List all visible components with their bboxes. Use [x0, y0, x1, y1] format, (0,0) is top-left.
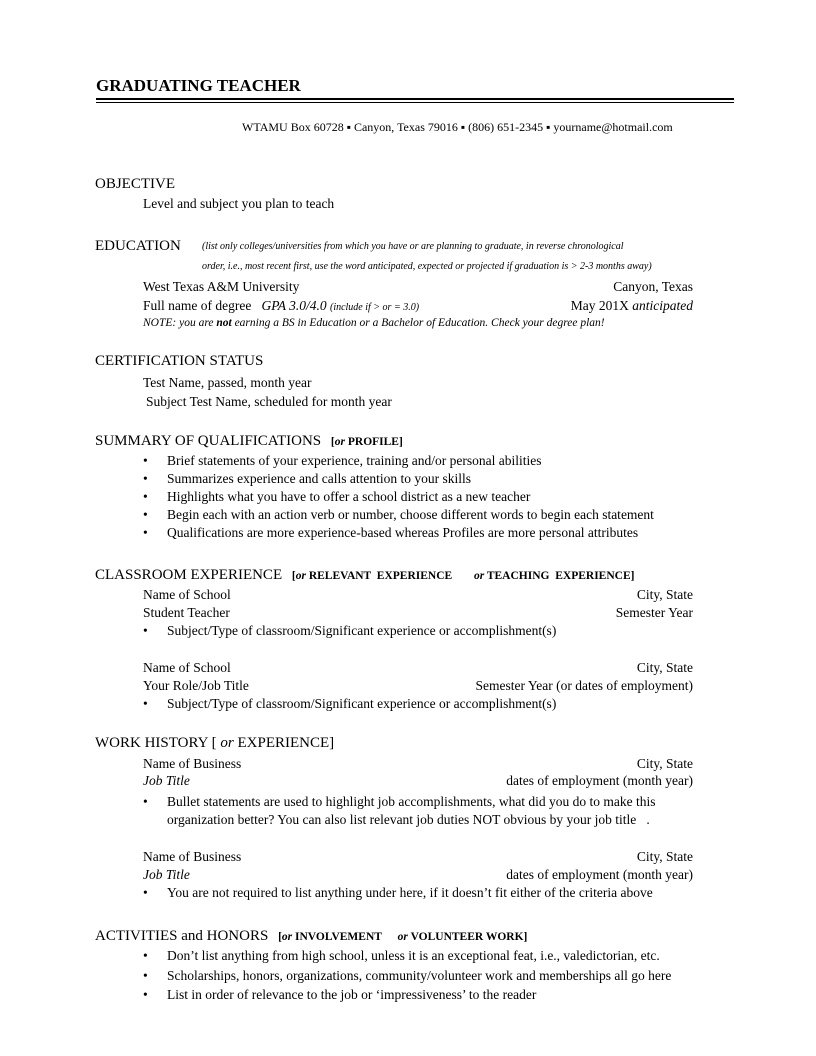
education-date-line: [571, 298, 693, 314]
activities-bullet-3: List in order of relevance to the job or ‘impressiveness’ to the reader: [167, 987, 537, 1002]
education-warning-pre: NOTE: you are: [143, 317, 217, 329]
education-heading: EDUCATION: [95, 238, 181, 254]
classroom-2-location: City, State: [636, 660, 693, 675]
summary-bullet-4: Begin each with an action verb or number, choose different words to begin each statement: [167, 507, 654, 522]
summary-heading: SUMMARY OF QUALIFICATIONS: [95, 433, 322, 449]
title-rule-thin: [96, 102, 734, 103]
work-1-bullet-line2: organization better? You can also list relevant job duties NOT obvious by your job title .: [167, 812, 650, 827]
activities-bullet-2: Scholarships, honors, organizations, community/volunteer work and memberships all go here: [167, 968, 672, 983]
page-title: GRADUATING TEACHER: [96, 76, 301, 95]
classroom-2-dates: Semester Year (or dates of employment): [475, 678, 693, 693]
education-note-line1: (list only colleges/universities from which you have or are planning to graduate, in reverse chronological: [202, 241, 624, 252]
title-rule-thick: [96, 98, 734, 100]
education-date-status: anticipated: [632, 298, 693, 313]
activities-sub1-or: or: [281, 931, 293, 943]
contact-line: WTAMU Box 60728 ▪ Canyon, Texas 79016 ▪ (806) 651-2345 ▪ yourname@hotmail.com: [242, 120, 673, 134]
classroom-1-bullet: Subject/Type of classroom/Significant experience or accomplishment(s): [167, 623, 557, 638]
activities-subheading-2: [398, 931, 528, 943]
activities-sub2-text: VOLUNTEER WORK]: [410, 931, 528, 943]
classroom-2-bullet: Subject/Type of classroom/Significant experience or accomplishment(s): [167, 696, 557, 711]
education-degree: Full name of degree: [143, 298, 252, 313]
work-1-bullet-line1: Bullet statements are used to highlight job accomplishments, what did you do to make this: [167, 794, 656, 809]
work-2-business: Name of Business: [143, 849, 242, 864]
work-2-bullet: You are not required to list anything under here, if it doesn’t fit either of the criteria above: [167, 885, 653, 900]
bullet-marker: •: [143, 968, 148, 983]
education-gpa: GPA 3.0/4.0: [261, 298, 327, 313]
education-warning: [143, 317, 605, 329]
certification-line2: Subject Test Name, scheduled for month year: [146, 394, 392, 409]
education-school: West Texas A&M University: [143, 279, 300, 294]
work-2-dates: dates of employment (month year): [506, 867, 693, 882]
objective-heading: OBJECTIVE: [95, 176, 175, 192]
classroom-heading: CLASSROOM EXPERIENCE: [95, 567, 283, 583]
classroom-2-role: Your Role/Job Title: [143, 678, 249, 693]
education-degree-line: [143, 298, 419, 314]
summary-bullet-2: Summarizes experience and calls attention to your skills: [167, 471, 472, 486]
work-1-business: Name of Business: [143, 756, 242, 771]
classroom-1-location: City, State: [636, 587, 693, 602]
education-warning-not: not: [216, 317, 232, 329]
bullet-marker: •: [143, 794, 148, 809]
bullet-marker: •: [143, 525, 148, 540]
activities-heading-line: [95, 928, 527, 945]
classroom-2-school: Name of School: [143, 660, 231, 675]
work-2-title: Job Title: [143, 867, 190, 882]
classroom-sub1-text: RELEVANT EXPERIENCE: [308, 570, 453, 582]
work-1-dates: dates of employment (month year): [506, 773, 693, 788]
bullet-marker: •: [143, 507, 148, 522]
activities-sub2-or: or: [397, 931, 408, 943]
education-date: May 201X: [570, 298, 629, 313]
classroom-1-dates: Semester Year: [615, 605, 693, 620]
work-heading-post: EXPERIENCE]: [233, 735, 335, 751]
work-heading: [95, 735, 334, 752]
classroom-1-role: Student Teacher: [143, 605, 230, 620]
bullet-marker: •: [143, 453, 148, 468]
work-1-title: Job Title: [143, 773, 190, 788]
work-2-location: City, State: [636, 849, 693, 864]
classroom-subheading-1: [or RELEVANT EXPERIENCE: [291, 570, 453, 582]
classroom-sub2-or: or: [473, 570, 485, 582]
bullet-marker: •: [143, 489, 148, 504]
bullet-marker: •: [143, 987, 148, 1002]
classroom-sub2-text: TEACHING EXPERIENCE]: [486, 570, 635, 582]
activities-bullet-1: Don’t list anything from high school, unless it is an exceptional feat, i.e., valedictorian, etc.: [167, 948, 660, 963]
summary-bullet-1: Brief statements of your experience, training and/or personal abilities: [167, 453, 542, 468]
education-gpa-note: (include if > or = 3.0): [329, 302, 420, 313]
education-location: Canyon, Texas: [613, 279, 693, 294]
activities-subheading-1: [or INVOLVEMENT: [278, 931, 382, 943]
summary-sub-or: or: [334, 436, 345, 448]
classroom-subheading-2: [474, 570, 635, 582]
summary-subheading: [or PROFILE]: [330, 436, 403, 448]
classroom-sub1-or: or: [295, 570, 306, 582]
education-note-line2: order, i.e., most recent first, use the word anticipated, expected or projected if graduation is > 2-3 months away): [202, 261, 652, 272]
certification-heading: CERTIFICATION STATUS: [95, 353, 264, 369]
bullet-marker: •: [143, 696, 148, 711]
bullet-marker: •: [143, 885, 148, 900]
work-heading-or: or: [220, 735, 234, 751]
education-warning-post: earning a BS in Education or a Bachelor of Education. Check your degree plan!: [231, 317, 605, 329]
objective-text: Level and subject you plan to teach: [143, 196, 335, 211]
summary-heading-line: [95, 433, 403, 450]
classroom-1-school: Name of School: [143, 587, 231, 602]
activities-heading: ACTIVITIES and HONORS: [95, 928, 269, 944]
bullet-marker: •: [143, 623, 148, 638]
certification-line1: Test Name, passed, month year: [143, 375, 312, 390]
bullet-marker: •: [143, 471, 148, 486]
work-1-location: City, State: [636, 756, 693, 771]
classroom-heading-line: [95, 567, 634, 584]
summary-sub-text: PROFILE]: [347, 436, 403, 448]
summary-bullet-3: Highlights what you have to offer a school district as a new teacher: [167, 489, 531, 504]
summary-bullet-5: Qualifications are more experience-based whereas Profiles are more personal attributes: [167, 525, 639, 540]
bullet-marker: •: [143, 948, 148, 963]
activities-sub1-text: INVOLVEMENT: [295, 931, 382, 943]
work-heading-pre: WORK HISTORY [: [95, 735, 221, 751]
